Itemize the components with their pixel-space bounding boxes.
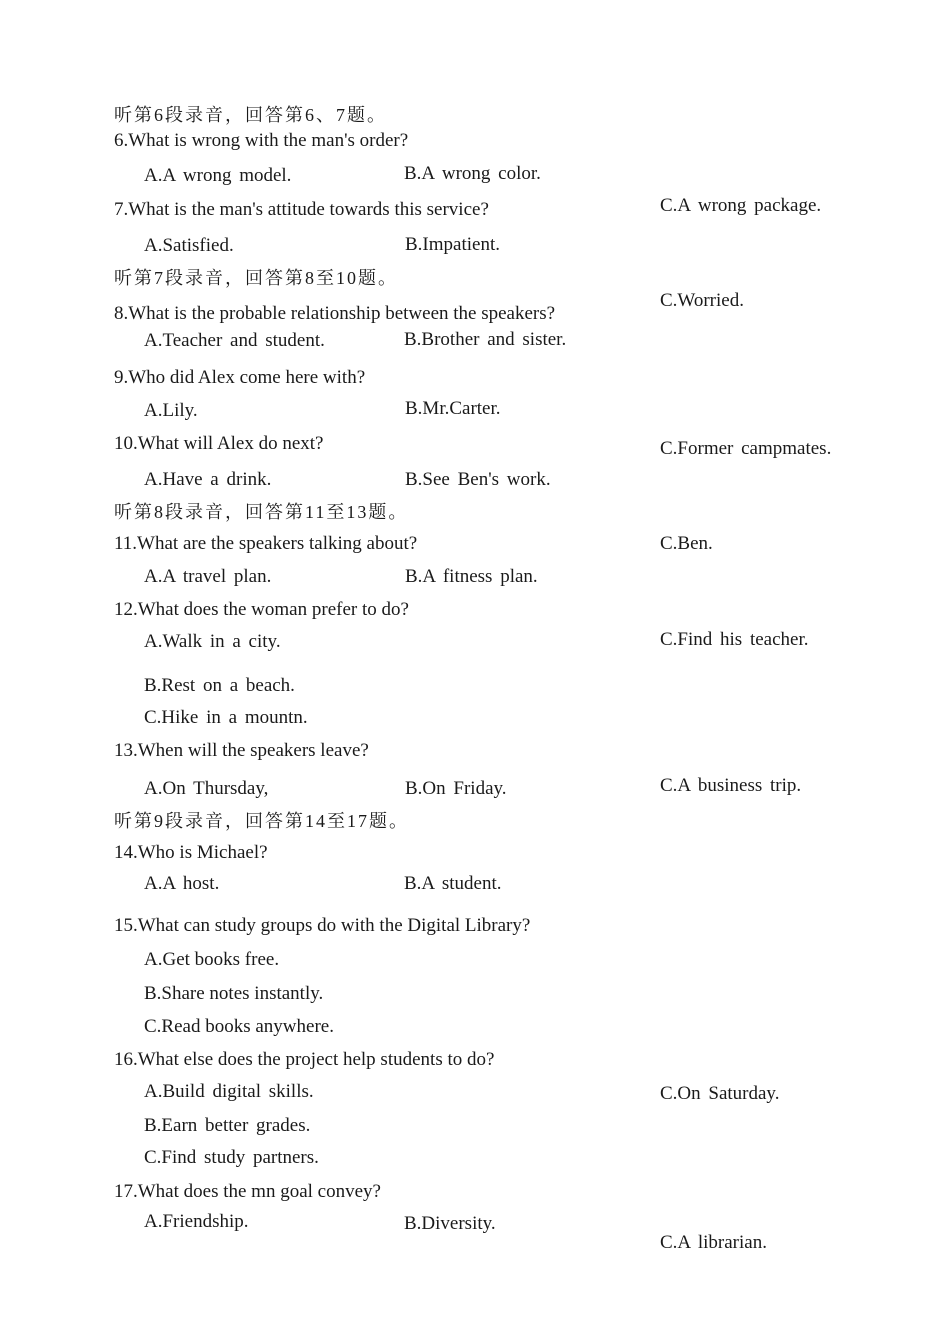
question-6-option-b: B.A wrong color. [404, 163, 541, 184]
question-13-option-a: A.On Thursday, [144, 778, 269, 799]
question-12-option-c: C.Hike in a mountn. [144, 707, 308, 728]
question-6-stem: 6.What is wrong with the man's order? [114, 130, 409, 151]
section-heading-9: 听第9段录音，回答第14至17题。 [114, 811, 409, 831]
question-14-stem: 14.Who is Michael? [114, 842, 268, 863]
question-9-option-a: A.Lily. [144, 400, 198, 421]
question-14-option-b: B.A student. [404, 873, 502, 894]
question-13-stem: 13.When will the speakers leave? [114, 740, 369, 761]
question-6-option-c: C.A wrong package. [660, 195, 822, 216]
question-11-option-a: A.A travel plan. [144, 566, 272, 587]
question-8-option-c: C.Former campmates. [660, 438, 832, 459]
question-14-option-a: A.A host. [144, 873, 220, 894]
question-16-stem: 16.What else does the project help students to do? [114, 1049, 495, 1070]
question-13-option-c: C.On Saturday. [660, 1083, 780, 1104]
question-9-stem: 9.Who did Alex come here with? [114, 367, 366, 388]
question-15-option-b: B.Share notes instantly. [144, 983, 324, 1004]
section-heading-7: 听第7段录音，回答第8至10题。 [114, 268, 398, 288]
question-16-option-c: C.Find study partners. [144, 1147, 319, 1168]
question-12-stem: 12.What does the woman prefer to do? [114, 599, 409, 620]
question-14-option-c: C.A librarian. [660, 1232, 767, 1253]
question-8-option-a: A.Teacher and student. [144, 330, 325, 351]
question-7-option-b: B.Impatient. [405, 234, 500, 255]
question-10-stem: 10.What will Alex do next? [114, 433, 324, 454]
question-12-option-b: B.Rest on a beach. [144, 675, 295, 696]
question-11-option-b: B.A fitness plan. [405, 566, 538, 587]
question-15-option-c: C.Read books anywhere. [144, 1016, 334, 1037]
question-7-option-a: A.Satisfied. [144, 235, 234, 256]
question-11-option-c: C.A business trip. [660, 775, 802, 796]
question-6-option-a: A.A wrong model. [144, 165, 292, 186]
section-heading-8: 听第8段录音，回答第11至13题。 [114, 502, 409, 522]
question-8-option-b: B.Brother and sister. [404, 329, 567, 350]
question-10-option-b: B.See Ben's work. [405, 469, 551, 490]
question-16-option-b: B.Earn better grades. [144, 1115, 311, 1136]
question-9-option-b: B.Mr.Carter. [405, 398, 501, 419]
question-7-option-c: C.Worried. [660, 290, 744, 311]
question-10-option-a: A.Have a drink. [144, 469, 272, 490]
question-7-stem: 7.What is the man's attitude towards this service? [114, 199, 489, 220]
question-15-option-a: A.Get books free. [144, 949, 280, 970]
question-13-option-b: B.On Friday. [405, 778, 507, 799]
question-17-option-a: A.Friendship. [144, 1211, 249, 1232]
question-8-stem: 8.What is the probable relationship between the speakers? [114, 303, 556, 324]
question-17-stem: 17.What does the mn goal convey? [114, 1181, 381, 1202]
question-12-option-a: A.Walk in a city. [144, 631, 281, 652]
question-9-option-c: C.Ben. [660, 533, 713, 554]
question-10-option-c: C.Find his teacher. [660, 629, 809, 650]
question-17-option-b: B.Diversity. [404, 1213, 496, 1234]
section-heading-6: 听第6段录音，回答第6、7题。 [114, 105, 387, 125]
question-11-stem: 11.What are the speakers talking about? [114, 533, 418, 554]
question-16-option-a: A.Build digital skills. [144, 1081, 314, 1102]
question-15-stem: 15.What can study groups do with the Digital Library? [114, 915, 531, 936]
